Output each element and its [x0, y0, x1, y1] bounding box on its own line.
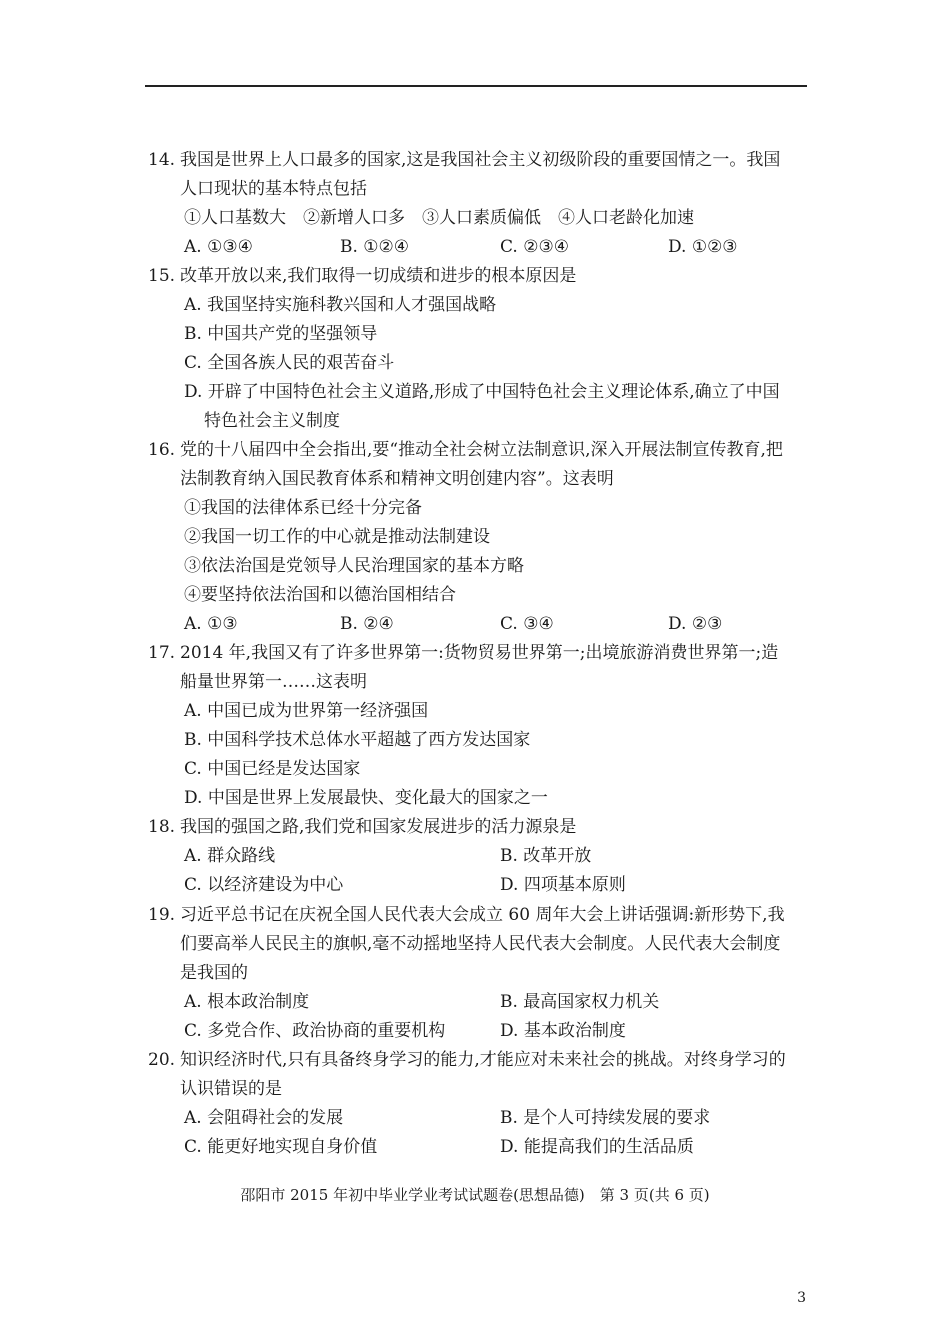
option-b: B. 改革开放: [500, 846, 592, 866]
question-number: 18.: [148, 817, 176, 837]
statement: ①我国的法律体系已经十分完备: [184, 498, 422, 518]
question-stem: 我国的强国之路,我们党和国家发展进步的活力源泉是: [180, 817, 577, 837]
question-stem: 法制教育纳入国民教育体系和精神文明创建内容”。这表明: [180, 469, 614, 489]
question-statements: ①人口基数大 ②新增人口多 ③人口素质偏低 ④人口老龄化加速: [184, 208, 694, 228]
option-d: D. ①②③: [668, 237, 738, 257]
option-a: A. 根本政治制度: [184, 992, 310, 1012]
option-a: A. ①③④: [184, 237, 253, 257]
question-stem: 们要高举人民民主的旗帜,毫不动摇地坚持人民代表大会制度。人民代表大会制度: [180, 934, 781, 954]
question-number: 16.: [148, 440, 176, 460]
question-stem: 改革开放以来,我们取得一切成绩和进步的根本原因是: [180, 266, 577, 286]
option-c: C. 中国已经是发达国家: [184, 759, 361, 779]
question-stem: 船量世界第一……这表明: [180, 672, 367, 692]
option-a: A. ①③: [184, 614, 238, 634]
page-number: 3: [797, 1290, 806, 1306]
statement: ③依法治国是党领导人民治理国家的基本方略: [184, 556, 524, 576]
question-stem: 是我国的: [180, 963, 248, 983]
question-stem: 2014 年,我国又有了许多世界第一:货物贸易世界第一;出境旅游消费世界第一;造: [180, 643, 779, 663]
option-a: A. 我国坚持实施科教兴国和人才强国战略: [184, 295, 497, 315]
question-number: 15.: [148, 266, 176, 286]
statement: ②我国一切工作的中心就是推动法制建设: [184, 527, 490, 547]
option-b: B. 最高国家权力机关: [500, 992, 660, 1012]
question-number: 19.: [148, 905, 176, 925]
question-stem: 习近平总书记在庆祝全国人民代表大会成立 60 周年大会上讲话强调:新形势下,我: [180, 905, 785, 925]
option-d: D. 能提高我们的生活品质: [500, 1137, 694, 1157]
option-c: C. 全国各族人民的艰苦奋斗: [184, 353, 395, 373]
option-b: B. ①②④: [340, 237, 410, 257]
question-number: 20.: [148, 1050, 176, 1070]
question-stem: 知识经济时代,只有具备终身学习的能力,才能应对未来社会的挑战。对终身学习的: [180, 1050, 786, 1070]
option-a: A. 中国已成为世界第一经济强国: [184, 701, 429, 721]
option-c: C. ③④: [500, 614, 554, 634]
header-rule: [145, 85, 807, 87]
option-b: B. ②④: [340, 614, 394, 634]
option-d: D. 四项基本原则: [500, 875, 626, 895]
question-number: 17.: [148, 643, 176, 663]
option-d: D. ②③: [668, 614, 723, 634]
question-stem: 我国是世界上人口最多的国家,这是我国社会主义初级阶段的重要国情之一。我国: [180, 150, 781, 170]
page-footer: 邵阳市 2015 年初中毕业学业考试试题卷(思想品德) 第 3 页(共 6 页): [240, 1186, 710, 1204]
option-c: C. 能更好地实现自身价值: [184, 1137, 378, 1157]
question-stem: 党的十八届四中全会指出,要“推动全社会树立法制意识,深入开展法制宣传教育,把: [180, 440, 783, 460]
option-d: D. 中国是世界上发展最快、变化最大的国家之一: [184, 788, 548, 808]
option-d: D. 基本政治制度: [500, 1021, 626, 1041]
option-c: C. 多党合作、政治协商的重要机构: [184, 1021, 446, 1041]
statement: ④要坚持依法治国和以德治国相结合: [184, 585, 456, 605]
question-stem: 认识错误的是: [180, 1079, 282, 1099]
option-c: C. ②③④: [500, 237, 569, 257]
option-a: A. 会阻碍社会的发展: [184, 1108, 344, 1128]
option-a: A. 群众路线: [184, 846, 276, 866]
option-b: B. 是个人可持续发展的要求: [500, 1108, 711, 1128]
question-number: 14.: [148, 150, 176, 170]
option-b: B. 中国科学技术总体水平超越了西方发达国家: [184, 730, 531, 750]
question-stem: 人口现状的基本特点包括: [180, 179, 367, 199]
option-b: B. 中国共产党的坚强领导: [184, 324, 378, 344]
option-d: D. 开辟了中国特色社会主义道路,形成了中国特色社会主义理论体系,确立了中国: [184, 382, 780, 402]
option-c: C. 以经济建设为中心: [184, 875, 344, 895]
option-d-continued: 特色社会主义制度: [204, 411, 340, 431]
